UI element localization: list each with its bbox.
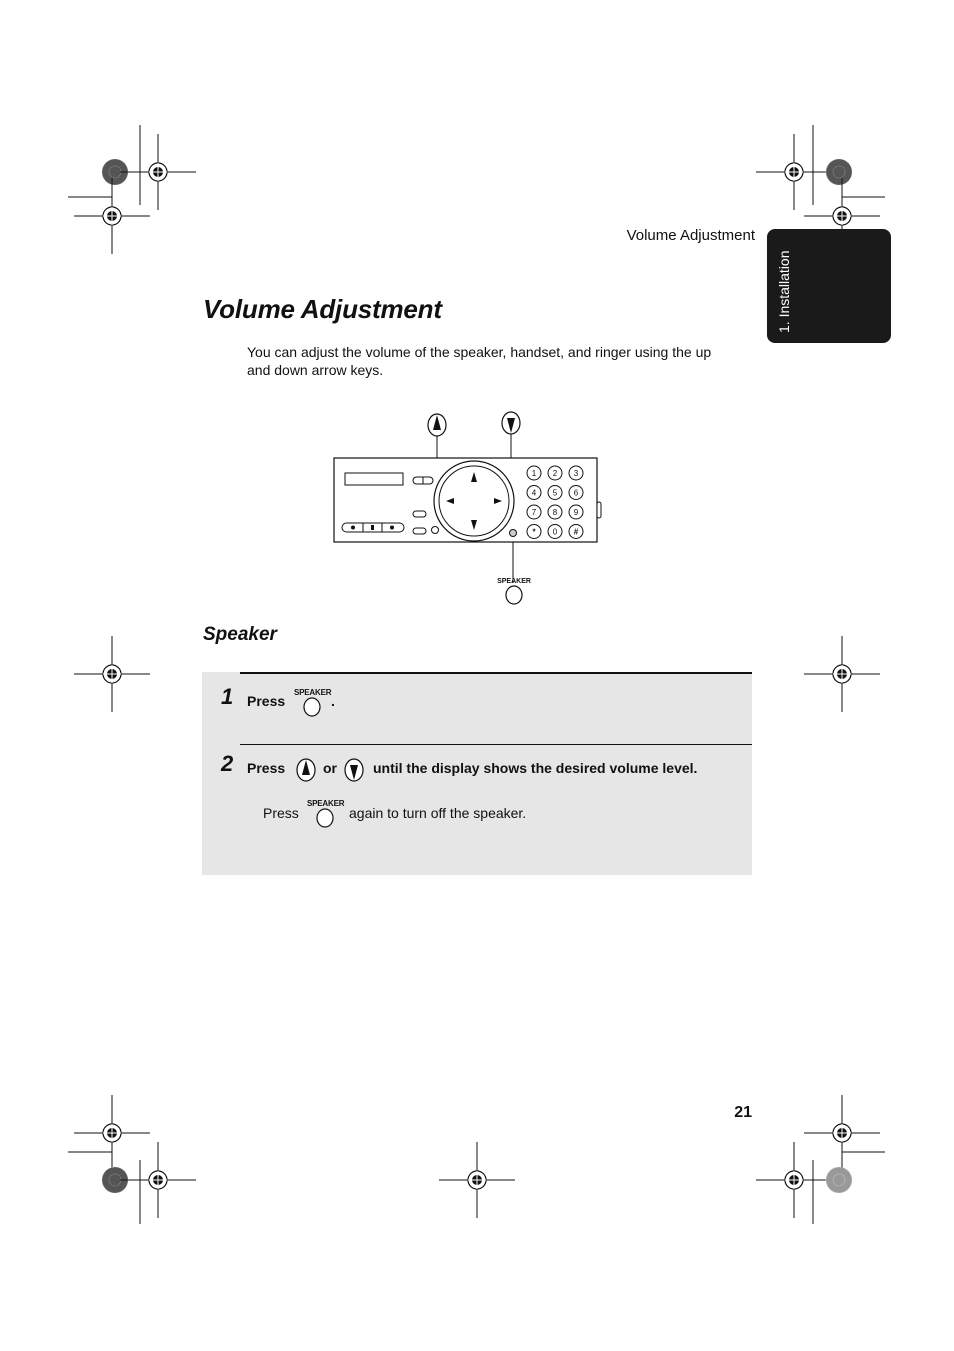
- keypad-key-label: 4: [531, 488, 537, 498]
- keypad-key-label: 2: [552, 469, 558, 478]
- down-arrow-key-icon: [343, 757, 365, 783]
- reg-cross-bc: [439, 1142, 515, 1218]
- page-number: 21: [734, 1104, 752, 1121]
- up-arrow-key-callout-icon: [428, 414, 446, 436]
- keypad-key-label: 6: [573, 488, 579, 498]
- steps-divider: [240, 744, 752, 745]
- chapter-tab: [767, 229, 891, 343]
- keypad-key-label: 7: [531, 508, 537, 517]
- chapter-tab-label: 1. Installation: [776, 250, 792, 333]
- speaker-key-inline: [293, 688, 331, 718]
- reg-cross-tl2: [74, 178, 150, 254]
- keypad-key-label: *: [532, 527, 536, 537]
- keypad-key-label: 8: [552, 508, 558, 517]
- step-2-instruction: until the display shows the desired volume level.: [373, 760, 698, 776]
- keypad-key-label: 1: [531, 469, 537, 478]
- step-1-end: .: [331, 693, 335, 709]
- control-panel-illustration: [320, 408, 610, 608]
- step-2-or: or: [323, 760, 337, 776]
- reg-cross-br1: [804, 1095, 880, 1171]
- reg-cross-br2: [756, 1142, 832, 1218]
- up-arrow-key-icon: [295, 757, 317, 783]
- page-title: Volume Adjustment: [203, 294, 442, 324]
- reg-cross-tr1: [756, 134, 832, 210]
- step-2-note-press: Press: [263, 805, 299, 821]
- reg-star-tr: [826, 159, 852, 185]
- speaker-key-inline-2: [306, 799, 344, 829]
- reg-cross-tl1: [120, 134, 196, 210]
- step-2-note-text: again to turn off the speaker.: [349, 805, 527, 821]
- speaker-key-inline-label-2: SPEAKER: [307, 799, 345, 808]
- speaker-key-inline-label: SPEAKER: [294, 688, 332, 697]
- steps-top-rule: [240, 672, 752, 674]
- step-number-1: 1: [221, 684, 234, 709]
- speaker-key-icon: [315, 808, 335, 828]
- keypad-key-label: 5: [552, 488, 558, 498]
- reg-cross-mr: [804, 636, 880, 712]
- intro-paragraph: You can adjust the volume of the speaker, handset, and ringer using the up and down arrow keys.: [247, 344, 712, 378]
- step-1-press-label: Press: [247, 693, 286, 709]
- speaker-key-icon: [506, 586, 522, 604]
- step-number-2: 2: [221, 751, 234, 776]
- keypad-key-label: 9: [573, 508, 579, 517]
- running-header: Volume Adjustment: [626, 227, 755, 244]
- reg-star-br: [826, 1167, 852, 1193]
- reg-cross-bl2: [120, 1142, 196, 1218]
- keypad-key-label: #: [573, 527, 579, 537]
- down-arrow-key-callout-icon: [502, 412, 520, 434]
- reg-cross-bl1: [74, 1095, 150, 1171]
- step-2-press-label: Press: [247, 760, 286, 776]
- section-heading-speaker: Speaker: [203, 624, 277, 645]
- speaker-key-label: SPEAKER: [497, 578, 531, 585]
- keypad-key-label: 3: [573, 469, 579, 478]
- keypad-key-label: 0: [552, 527, 558, 537]
- speaker-key-icon: [302, 697, 322, 717]
- reg-cross-ml: [74, 636, 150, 712]
